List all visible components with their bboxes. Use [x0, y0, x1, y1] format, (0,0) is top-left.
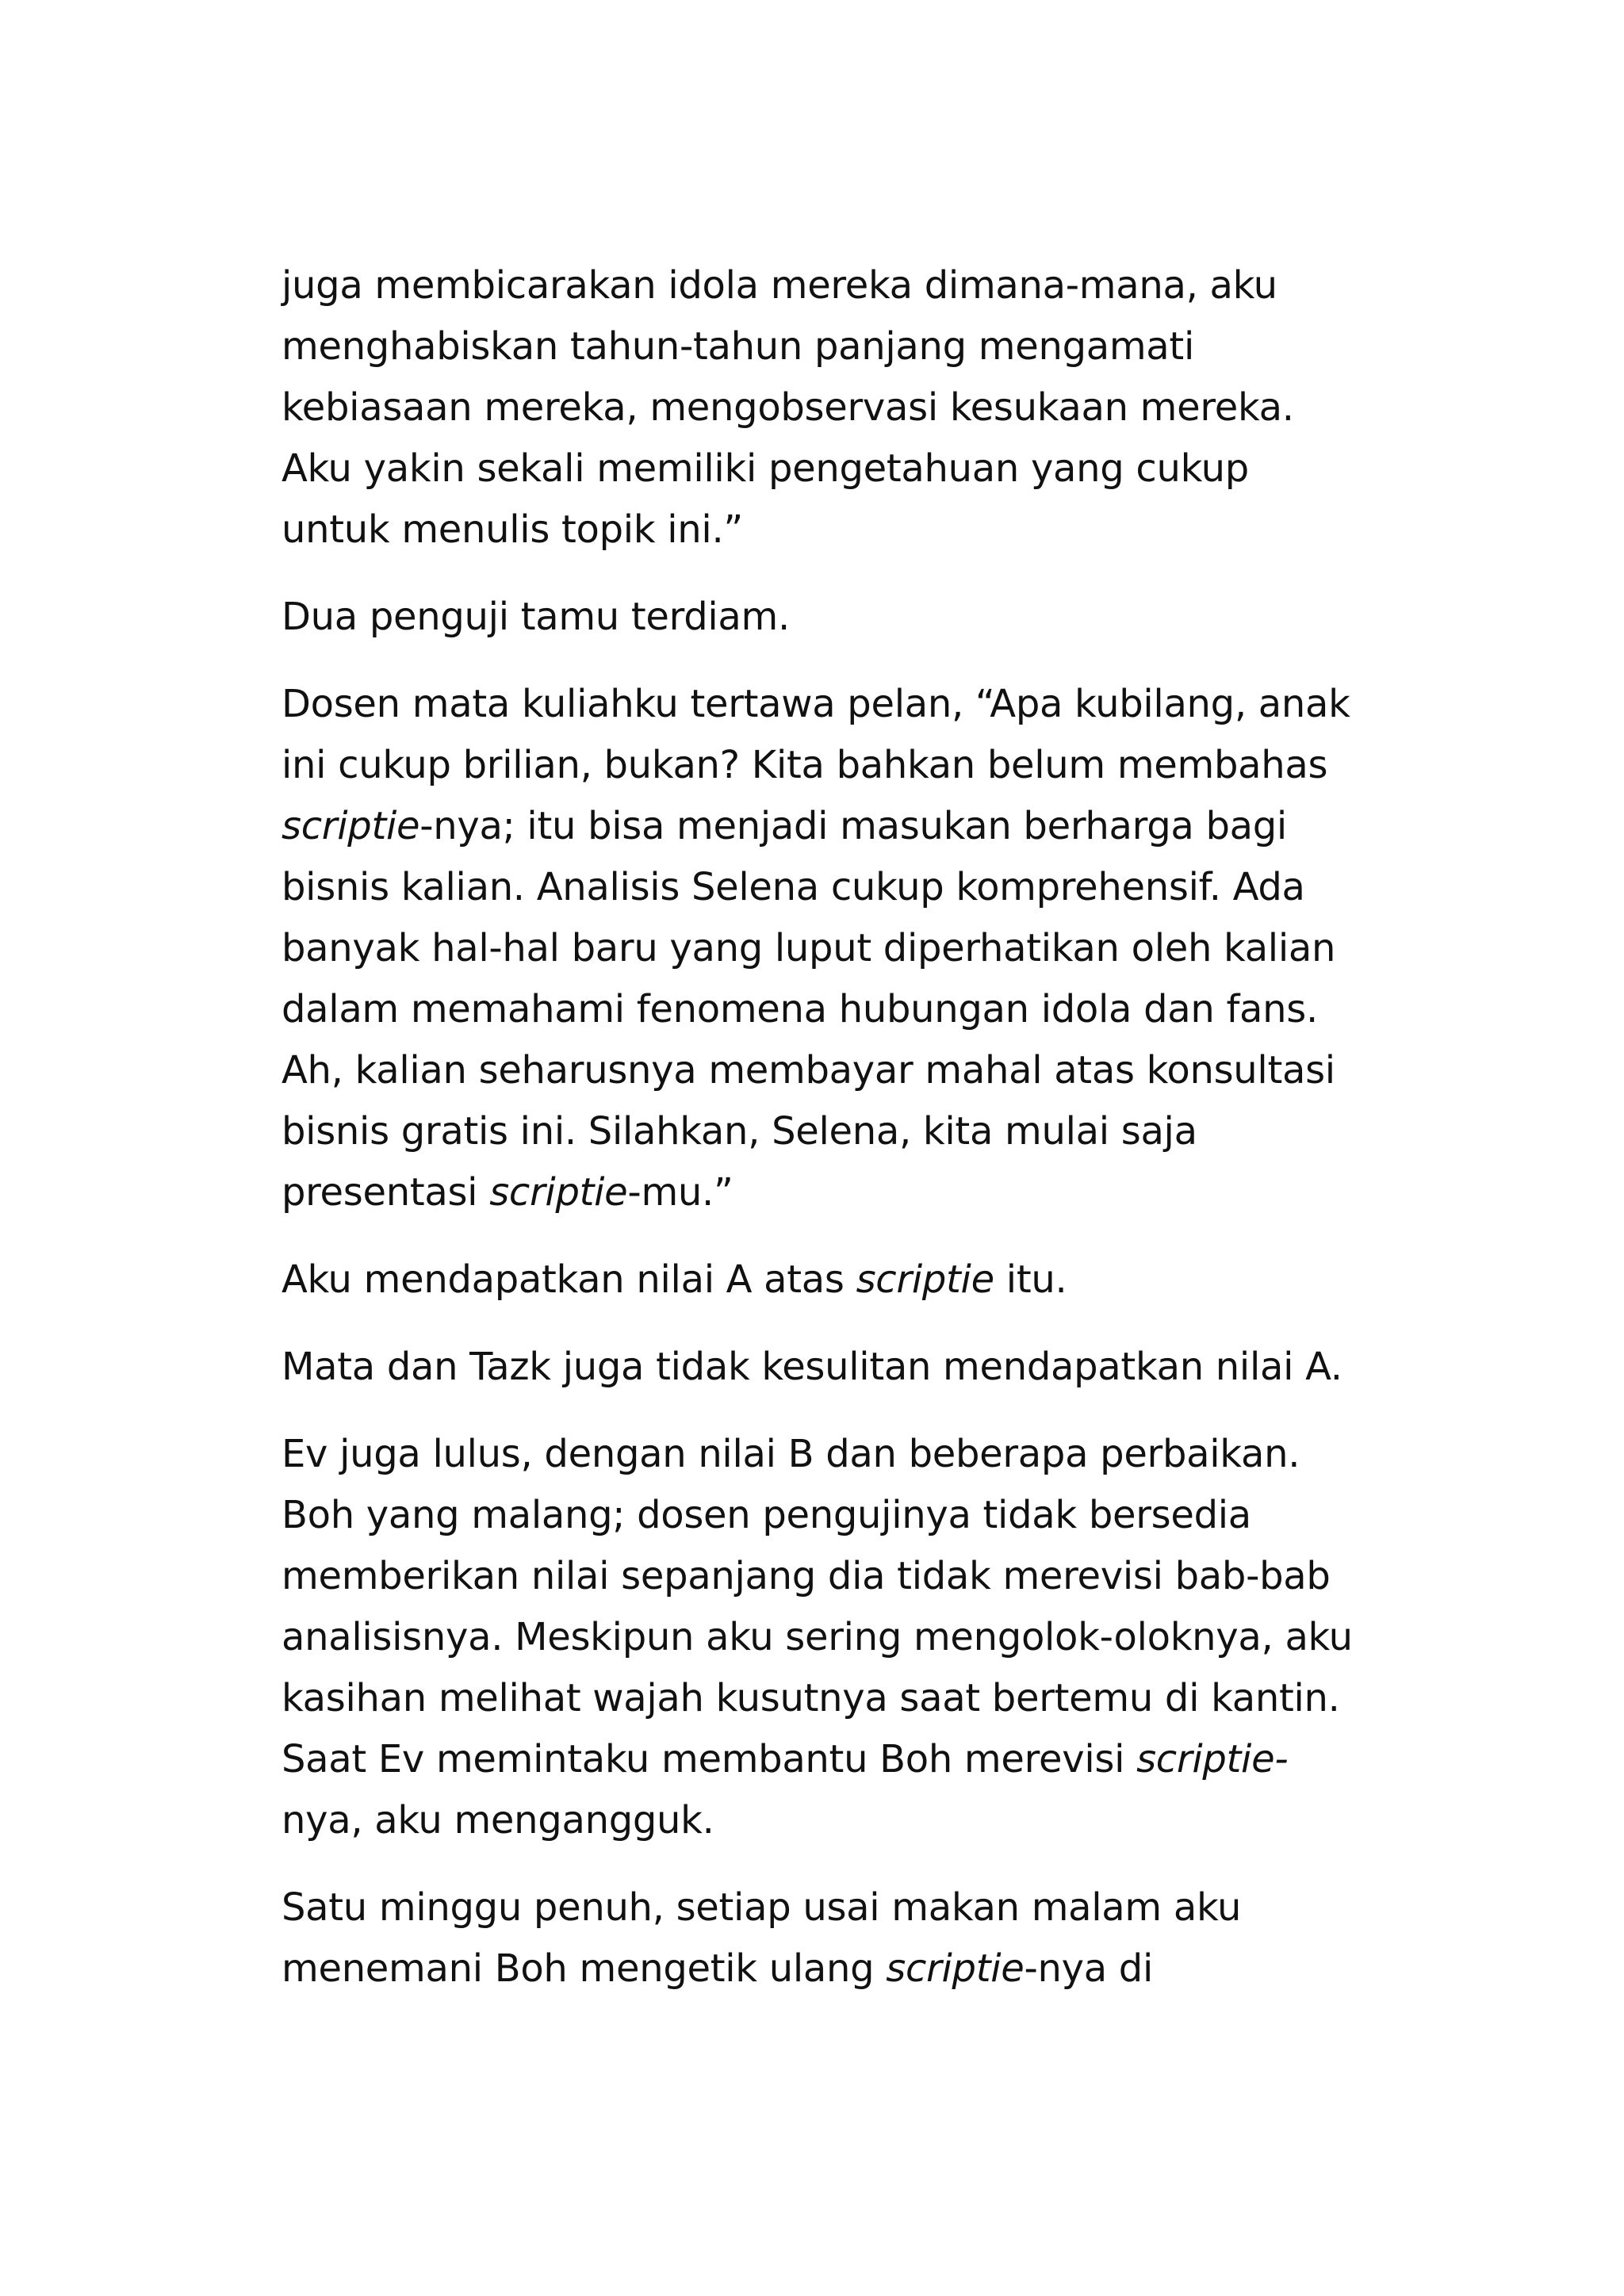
text-line: [282, 1337, 1392, 1398]
text-line: [282, 499, 1392, 561]
text-segment: untuk menulis topik ini.”: [282, 507, 743, 552]
paragraph: [282, 674, 1392, 1223]
paragraph: [282, 1877, 1392, 1999]
text-segment: Satu minggu penuh, setiap usai makan malam aku: [282, 1885, 1242, 1930]
text-segment: kasihan melihat wajah kusutnya saat bertemu di kantin.: [282, 1676, 1340, 1720]
text-segment: itu.: [994, 1257, 1067, 1302]
italic-term: scriptie: [886, 1946, 1025, 1991]
body-text: [282, 255, 1392, 2026]
italic-term: scriptie: [856, 1257, 994, 1302]
text-segment: menemani Boh mengetik ulang: [282, 1946, 887, 1991]
paragraph: [282, 1249, 1392, 1311]
text-line: [282, 918, 1392, 979]
paragraph: [282, 1337, 1392, 1398]
text-segment: memberikan nilai sepanjang dia tidak merevisi bab-bab: [282, 1554, 1331, 1598]
text-line: [282, 438, 1392, 499]
text-line: [282, 255, 1392, 316]
text-segment: Dosen mata kuliahku tertawa pelan, “Apa kubilang, anak: [282, 682, 1350, 726]
text-line: [282, 316, 1392, 377]
text-line: [282, 1040, 1392, 1101]
text-line: [282, 377, 1392, 438]
paragraph: [282, 1424, 1392, 1851]
text-segment: analisisnya. Meskipun aku sering mengolok-oloknya, aku: [282, 1615, 1353, 1659]
text-segment: Saat Ev memintaku membantu Boh merevisi: [282, 1737, 1137, 1781]
text-line: [282, 1424, 1392, 1485]
text-line: [282, 796, 1392, 857]
text-segment: Ev juga lulus, dengan nilai B dan beberapa perbaikan.: [282, 1432, 1300, 1476]
text-line: [282, 1249, 1392, 1311]
text-line: [282, 1729, 1392, 1790]
text-line: [282, 1162, 1392, 1223]
text-segment: menghabiskan tahun-tahun panjang mengamati: [282, 324, 1194, 369]
text-segment: banyak hal-hal baru yang luput diperhatikan oleh kalian: [282, 926, 1336, 970]
text-line: [282, 857, 1392, 918]
text-line: [282, 587, 1392, 648]
text-segment: nya, aku mengangguk.: [282, 1798, 714, 1843]
text-line: [282, 1790, 1392, 1851]
text-line: [282, 674, 1392, 735]
text-segment: Aku mendapatkan nilai A atas: [282, 1257, 856, 1302]
italic-term: scriptie-: [1136, 1737, 1289, 1781]
text-segment: Aku yakin sekali memiliki pengetahuan yang cukup: [282, 446, 1249, 491]
text-line: [282, 1877, 1392, 1938]
text-line: [282, 1546, 1392, 1607]
text-segment: juga membicarakan idola mereka dimana-mana, aku: [282, 263, 1277, 308]
text-line: [282, 1607, 1392, 1668]
paragraph: [282, 587, 1392, 648]
text-line: [282, 1485, 1392, 1546]
italic-term: scriptie: [489, 1170, 628, 1215]
text-segment: Mata dan Tazk juga tidak kesulitan mendapatkan nilai A.: [282, 1345, 1342, 1389]
text-segment: -nya; itu bisa menjadi masukan berharga bagi: [419, 804, 1287, 848]
text-segment: -mu.”: [627, 1170, 733, 1215]
text-segment: ini cukup brilian, bukan? Kita bahkan belum membahas: [282, 743, 1328, 787]
italic-term: scriptie: [282, 804, 420, 848]
text-segment: -nya di: [1024, 1946, 1154, 1991]
text-line: [282, 1101, 1392, 1162]
text-segment: kebiasaan mereka, mengobservasi kesukaan mereka.: [282, 385, 1294, 430]
text-segment: Dua penguji tamu terdiam.: [282, 595, 790, 639]
text-segment: Ah, kalian seharusnya membayar mahal atas konsultasi: [282, 1048, 1335, 1093]
text-segment: bisnis gratis ini. Silahkan, Selena, kita mulai saja: [282, 1109, 1197, 1154]
text-line: [282, 979, 1392, 1040]
text-line: [282, 1938, 1392, 1999]
text-line: [282, 1668, 1392, 1729]
text-segment: presentasi: [282, 1170, 490, 1215]
text-segment: bisnis kalian. Analisis Selena cukup komprehensif. Ada: [282, 865, 1305, 909]
paragraph: [282, 255, 1392, 561]
text-segment: dalam memahami fenomena hubungan idola dan fans.: [282, 987, 1318, 1031]
text-segment: Boh yang malang; dosen pengujinya tidak bersedia: [282, 1493, 1251, 1537]
text-line: [282, 735, 1392, 796]
